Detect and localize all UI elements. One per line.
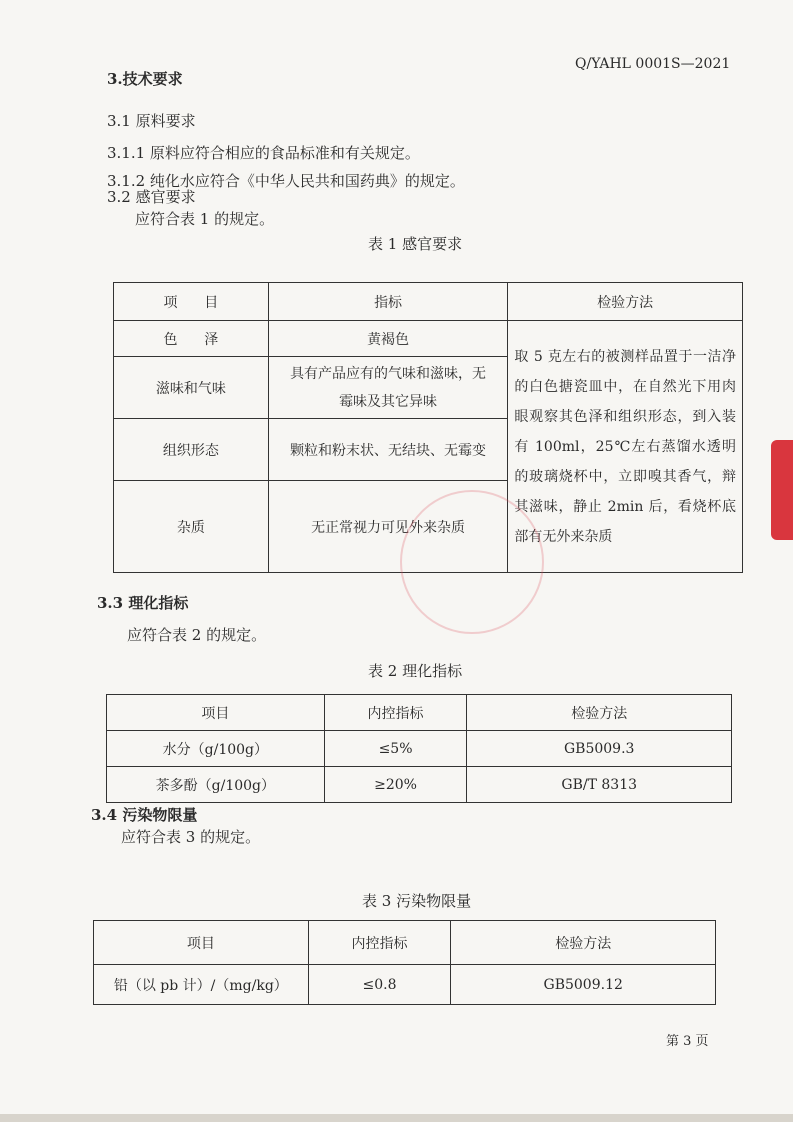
clause-3-1-2: 3.1.2 纯化水应符合《中华人民共和国药典》的规定。: [107, 172, 465, 190]
scan-edge: [0, 1114, 793, 1122]
table1-row1-value: 黄褐色: [268, 321, 508, 357]
heading-3-2: 3.2 感官要求: [107, 188, 196, 206]
standard-code: Q/YAHL 0001S—2021: [575, 56, 731, 72]
table3-row1-method: GB5009.12: [451, 965, 716, 1005]
heading-3-3: 3.3 理化指标: [97, 594, 189, 612]
table2-row1-item: 水分（g/100g）: [107, 731, 325, 767]
table2-row2-limit: ≥20%: [324, 767, 467, 803]
table3-header-limit: 内控指标: [308, 921, 451, 965]
table-physicochemical: [106, 694, 732, 803]
table1-row3-value: 颗粒和粉末状、无结块、无霉变: [268, 419, 508, 481]
table2-row2-item: 茶多酚（g/100g）: [107, 767, 325, 803]
table2-row1-limit: ≤5%: [324, 731, 467, 767]
heading-3-1: 3.1 原料要求: [107, 112, 196, 130]
table3-caption: 表 3 污染物限量: [362, 892, 472, 910]
table1-method: 取 5 克左右的被测样品置于一洁净的白色搪瓷皿中，在自然光下用肉眼观察其色泽和组织形态，到入装有 100ml，25℃左右蒸馏水透明的玻璃烧杯中，立即嗅其香气，辩其滋味，静止 2min 后，看烧杯底部有无外来杂质: [508, 321, 743, 573]
table3-header-method: 检验方法: [451, 921, 716, 965]
table3-row1-limit: ≤0.8: [308, 965, 451, 1005]
heading-3: 3.技术要求: [107, 70, 183, 88]
table1-row2-value: [268, 357, 508, 419]
table1-row2-value-line1: 具有产品应有的气味和滋味，无: [290, 365, 487, 382]
table2-header-item: 项目: [107, 695, 325, 731]
clause-3-1-1: 3.1.1 原料应符合相应的食品标准和有关规定。: [107, 144, 420, 162]
text-3-2: 应符合表 1 的规定。: [135, 210, 275, 228]
table2-header-method: 检验方法: [467, 695, 732, 731]
edge-seal-stamp: [771, 440, 793, 540]
table1-header-value: 指标: [268, 283, 508, 321]
table2-row1-method: GB5009.3: [467, 731, 732, 767]
seal-stamp: [400, 490, 544, 634]
table2-row2-method: GB/T 8313: [467, 767, 732, 803]
table1-caption: 表 1 感官要求: [368, 235, 463, 253]
table3-row1-item: 铅（以 pb 计）/（mg/kg）: [94, 965, 309, 1005]
table1-row4-value: 无正常视力可见外来杂质: [268, 481, 508, 573]
table1-row2-value-line2: 霉味及其它异味: [339, 393, 438, 410]
page-number: 第 3 页: [666, 1034, 709, 1049]
table1-header-item: 项 目: [114, 283, 269, 321]
table1-row2-item: 滋味和气味: [114, 357, 269, 419]
table1-row4-item: 杂质: [114, 481, 269, 573]
heading-3-4: 3.4 污染物限量: [91, 806, 198, 824]
table1-row3-item: 组织形态: [114, 419, 269, 481]
table-contaminants: [93, 920, 716, 1005]
text-3-4: 应符合表 3 的规定。: [121, 828, 261, 846]
table1-header-method: 检验方法: [508, 283, 743, 321]
text-3-3: 应符合表 2 的规定。: [127, 626, 267, 644]
table1-row1-item: 色 泽: [114, 321, 269, 357]
table2-header-limit: 内控指标: [324, 695, 467, 731]
table3-header-item: 项目: [94, 921, 309, 965]
table2-caption: 表 2 理化指标: [368, 662, 463, 680]
